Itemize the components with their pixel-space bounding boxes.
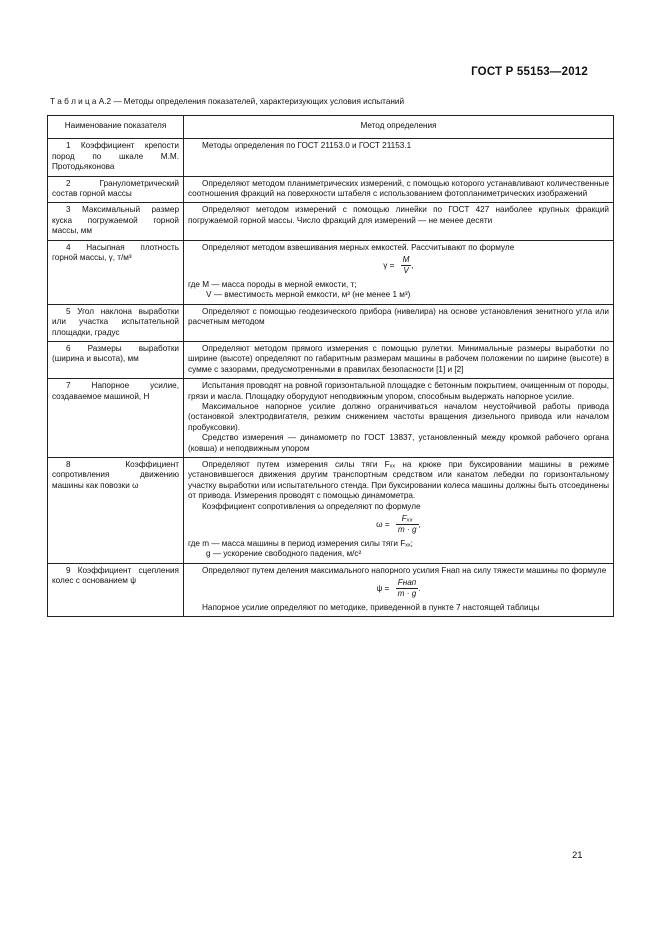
formula-numerator: Fнап <box>396 578 419 589</box>
formula-density <box>188 255 609 277</box>
definition-line: где m — масса машины в период измерения силы тяги Fₓₓ; <box>188 538 413 548</box>
formula-numerator: Fₓₓ <box>396 514 419 525</box>
method-cell <box>184 457 614 563</box>
definition-line: g — ускорение свободного падения, м/с² <box>206 549 362 559</box>
formula-lhs: ω = <box>376 520 390 530</box>
column-header-indicator: Наименование показателя <box>48 116 184 139</box>
indicator-name: 3 Максимальный размер куска погружаемой горной массы, мм <box>48 203 184 240</box>
indicator-name: 1 Коэффициент крепости пород по шкале М.М. Протодьяконова <box>48 139 184 176</box>
formula-tail: , <box>418 520 421 530</box>
indicator-name: 6 Размеры выработки (ширина и высота), мм <box>48 341 184 378</box>
method-cell <box>184 304 614 341</box>
indicator-name: 7 Напорное усилие, создаваемое машиной, Н <box>48 379 184 458</box>
method-text: Определяют методом измерений с помощью линейки по ГОСТ 427 наиболее крупных фракций погружаемой горной массы. Число фракций для измерений — не менее десяти <box>188 205 609 225</box>
method-text: Определяют путем измерения силы тяги Fₓₓ на крюке при буксировании машины в режиме установившегося движения другим транспортным средством или канатом лебедки по горизонтальному участку выработки или испытательного стенда. При буксировании колеса машины должны быть отсоединены от привода. Измерения проводят с помощью динамометра. <box>188 459 609 501</box>
formula-adhesion <box>188 578 609 600</box>
indicator-name: 4 Насыпная плотность горной массы, γ, т/м³ <box>48 240 184 304</box>
table-row <box>48 341 614 378</box>
formula-tail: . <box>418 584 421 594</box>
methods-table <box>47 115 614 617</box>
table-caption: Т а б л и ц а А.2 — Методы определения показателей, характеризующих условия испытаний <box>50 97 405 106</box>
method-text: Максимальное напорное усилие должно ограничиваться началом неустойчивой работы привода (остановкой электродвигателя, резким снижением частоты вращения дизельного привода или началом пробуксовки). <box>188 401 609 432</box>
table-row <box>48 304 614 341</box>
formula-fraction <box>396 514 419 536</box>
table-row <box>48 240 614 304</box>
indicator-name: 9 Коэффициент сцепления колес с основанием ψ <box>48 563 184 617</box>
indicator-name: 2 Гранулометрический состав горной массы <box>48 176 184 203</box>
formula-resistance <box>188 514 609 536</box>
formula-tail: , <box>411 261 414 271</box>
formula-definitions <box>188 280 609 301</box>
formula-numerator: M <box>401 255 412 266</box>
method-text: Испытания проводят на ровной горизонтальной площадке с бетонным покрытием, очищенным от породы, грязи и масла. Площадку оборудуют неподвижным упором, способным выдержать напорное усилие. <box>188 381 609 401</box>
table-header-row <box>48 116 614 139</box>
formula-lhs: ψ = <box>376 584 390 594</box>
method-cell <box>184 139 614 176</box>
formula-fraction <box>396 578 419 600</box>
method-cell <box>184 203 614 240</box>
document-id: ГОСТ Р 55153—2012 <box>471 66 588 78</box>
method-cell <box>184 176 614 203</box>
method-text: Определяют методом взвешивания мерных емкостей. Рассчитывают по формуле <box>202 242 515 252</box>
column-header-method: Метод определения <box>184 116 614 139</box>
method-text: Средство измерения — динамометр по ГОСТ 13837, установленный между кромкой рабочего органа (ковша) и неподвижным упором <box>188 433 609 453</box>
table-row <box>48 139 614 176</box>
table-row <box>48 457 614 563</box>
page-number: 21 <box>572 850 583 861</box>
method-cell <box>184 341 614 378</box>
method-text: Определяют методом планиметрических измерений, с помощью которого устанавливают количественные соотношения фракций на поверхности штабеля с использованием фотопланиметрических изображений <box>188 178 609 199</box>
table-row <box>48 203 614 240</box>
formula-denominator: m · g <box>397 589 417 599</box>
formula-denominator: V <box>403 266 409 276</box>
method-text: Определяют методом прямого измерения с помощью рулетки. Минимальные размеры выработки по ширине (высоте) определяют по габаритным размерам машины в рабочем положении по ширине (высоте) в сумме с зазорами, предусмотренными в правилах безопасности [1] и [2] <box>188 343 609 374</box>
formula-lhs: γ = <box>383 261 395 271</box>
method-text: Определяют путем деления максимального напорного усилия Fнап на силу тяжести машины по формуле <box>202 565 607 575</box>
table-row <box>48 176 614 203</box>
table-row <box>48 379 614 458</box>
indicator-name: 8 Коэффициент сопротивления движению машины как повозки ω <box>48 457 184 563</box>
definition-line: V — вместимость мерной емкости, м³ (не менее 1 м³) <box>206 290 411 300</box>
method-cell <box>184 240 614 304</box>
method-text: Методы определения по ГОСТ 21153.0 и ГОСТ 21153.1 <box>202 141 412 151</box>
method-text: Коэффициент сопротивления ω определяют по формуле <box>202 501 421 511</box>
method-text: Напорное усилие определяют по методике, приведенной в пункте 7 настоящей таблицы <box>202 602 540 612</box>
formula-definitions <box>188 539 609 560</box>
formula-fraction <box>401 255 412 277</box>
indicator-name: 5 Угол наклона выработки или участка испытательной площадки, градус <box>48 304 184 341</box>
method-cell <box>184 379 614 458</box>
method-text: Определяют с помощью геодезического прибора (нивелира) на основе установления зенитного угла или расчетным методом <box>188 306 609 327</box>
table-row <box>48 563 614 617</box>
method-cell <box>184 563 614 617</box>
definition-line: где M — масса породы в мерной емкости, т; <box>188 279 357 289</box>
formula-denominator: m · g <box>397 525 417 535</box>
